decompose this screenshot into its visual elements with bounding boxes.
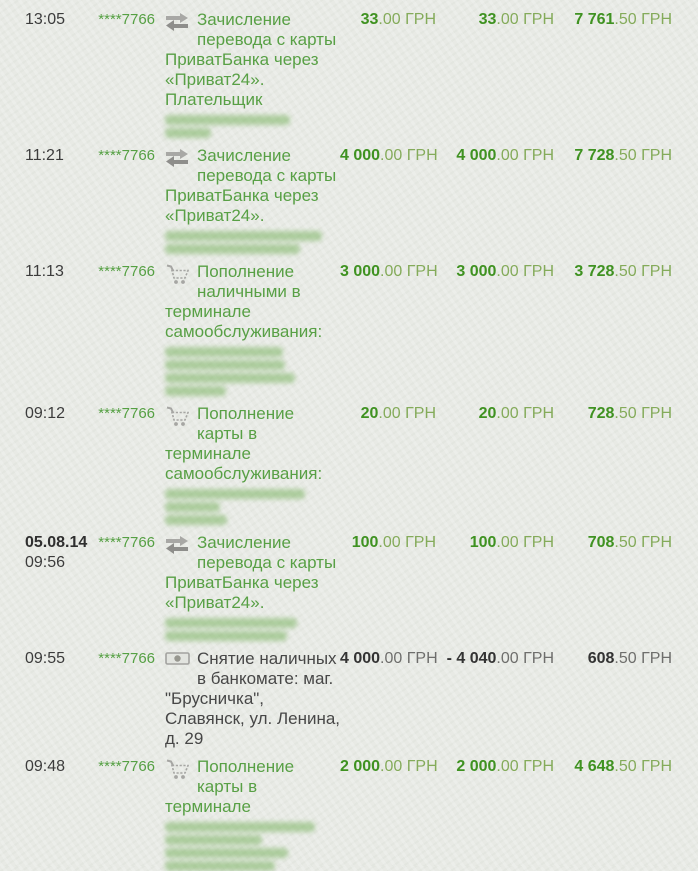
redacted-line [165,502,220,512]
card-number: ****7766 [98,405,155,422]
amount-cell: 4 000.00 ГРН [340,147,438,164]
description-cell [155,757,340,871]
redacted-line [165,822,315,832]
description-line: наличными в [197,282,301,301]
redacted-details [165,347,340,396]
description-cell [155,10,340,138]
transaction-row[interactable] [0,649,698,749]
time-label: 11:13 [25,263,64,280]
time-cell [25,649,95,669]
time-cell [25,146,95,166]
redacted-line [165,386,226,396]
time-cell [25,533,95,573]
transfer-arrows-icon [165,533,192,573]
balance-cell: 608.50 ГРН [587,650,672,667]
time-label: 09:56 [25,554,66,571]
time-cell [25,10,95,30]
description-line: Снятие наличных [197,649,337,668]
transaction-row[interactable] [0,262,698,396]
transaction-row[interactable] [0,10,698,138]
description-line: карты в [197,777,258,796]
redacted-line [165,848,288,858]
description-line: «Приват24». [165,206,265,225]
time-label: 09:55 [25,650,66,667]
description-line: ПриватБанка через [165,50,319,69]
redacted-line [165,244,300,254]
time-label: 09:48 [25,758,66,775]
transfer-arrows-icon [165,10,192,50]
description-line: самообслуживания: [165,322,323,341]
time-cell [25,404,95,424]
description-line: Зачисление [197,533,291,552]
balance-cell: 3 728.50 ГРН [574,263,672,280]
redacted-line [165,360,285,370]
description-cell [155,649,340,749]
redacted-details [165,231,340,254]
redacted-line [165,489,305,499]
description-line: Пополнение [197,404,295,423]
description-line: перевода с карты [197,166,337,185]
redacted-line [165,861,275,871]
description-cell [155,262,340,396]
amount-cell: 2 000.00 ГРН [340,758,438,775]
description-line: карты в [197,424,258,443]
description-line: ПриватБанка через [165,186,319,205]
description-line: терминале [165,302,251,321]
balance-cell: 728.50 ГРН [587,405,672,422]
redacted-line [165,347,283,357]
time-label: 13:05 [25,11,66,28]
time-cell [25,757,95,777]
card-number: ****7766 [98,11,155,28]
date-label: 05.08.14 [25,534,88,551]
signed-amount-cell: 20.00 ГРН [478,405,554,422]
transaction-row[interactable] [0,404,698,525]
banknote-icon [165,649,192,689]
amount-cell: 100.00 ГРН [351,534,436,551]
signed-amount-cell: 100.00 ГРН [469,534,554,551]
signed-amount-cell: - 4 040.00 ГРН [446,650,554,667]
card-number: ****7766 [98,650,155,667]
amount-cell: 4 000.00 ГРН [340,650,438,667]
description-line: д. 29 [165,729,204,748]
description-line: Плательщик [165,90,263,109]
description-line: перевода с карты [197,30,337,49]
redacted-details [165,489,340,525]
description-line: Славянск, ул. Ленина, [165,709,341,728]
description-line: перевода с карты [197,553,337,572]
signed-amount-cell: 33.00 ГРН [478,11,554,28]
redacted-line [165,835,262,845]
description-line: «Приват24». [165,593,265,612]
description-line: терминале [165,797,251,816]
time-label: 09:12 [25,405,66,422]
transfer-arrows-icon [165,146,192,186]
description-line: самообслуживания: [165,464,323,483]
description-line: Пополнение [197,262,295,281]
redacted-line [165,115,290,125]
redacted-line [165,618,297,628]
description-cell [155,533,340,641]
amount-cell: 20.00 ГРН [360,405,436,422]
signed-amount-cell: 4 000.00 ГРН [456,147,554,164]
signed-amount-cell: 2 000.00 ГРН [456,758,554,775]
description-line: Зачисление [197,146,291,165]
transaction-row[interactable] [0,757,698,871]
redacted-details [165,115,340,138]
description-line: Пополнение [197,757,295,776]
card-number: ****7766 [98,534,155,551]
redacted-line [165,515,227,525]
redacted-details [165,822,340,871]
description-cell [155,146,340,254]
description-line: "Брусничка", [165,689,265,708]
balance-cell: 7 761.50 ГРН [574,11,672,28]
amount-cell: 3 000.00 ГРН [340,263,438,280]
description-line: терминале [165,444,251,463]
redacted-details [165,618,340,641]
shopping-cart-icon [165,404,192,444]
transaction-row[interactable] [0,146,698,254]
time-label: 11:21 [25,147,64,164]
amount-cell: 33.00 ГРН [360,11,436,28]
redacted-line [165,231,322,241]
card-number: ****7766 [98,147,155,164]
shopping-cart-icon [165,262,192,302]
shopping-cart-icon [165,757,192,797]
redacted-line [165,631,287,641]
redacted-line [165,128,211,138]
description-cell [155,404,340,525]
description-line: «Приват24». [165,70,265,89]
transaction-row[interactable] [0,533,698,641]
description-line: ПриватБанка через [165,573,319,592]
time-cell [25,262,95,282]
signed-amount-cell: 3 000.00 ГРН [456,263,554,280]
balance-cell: 7 728.50 ГРН [574,147,672,164]
description-line: в банкомате: маг. [197,669,334,688]
balance-cell: 4 648.50 ГРН [574,758,672,775]
description-line: Зачисление [197,10,291,29]
card-number: ****7766 [98,263,155,280]
redacted-line [165,373,295,383]
balance-cell: 708.50 ГРН [587,534,672,551]
card-number: ****7766 [98,758,155,775]
